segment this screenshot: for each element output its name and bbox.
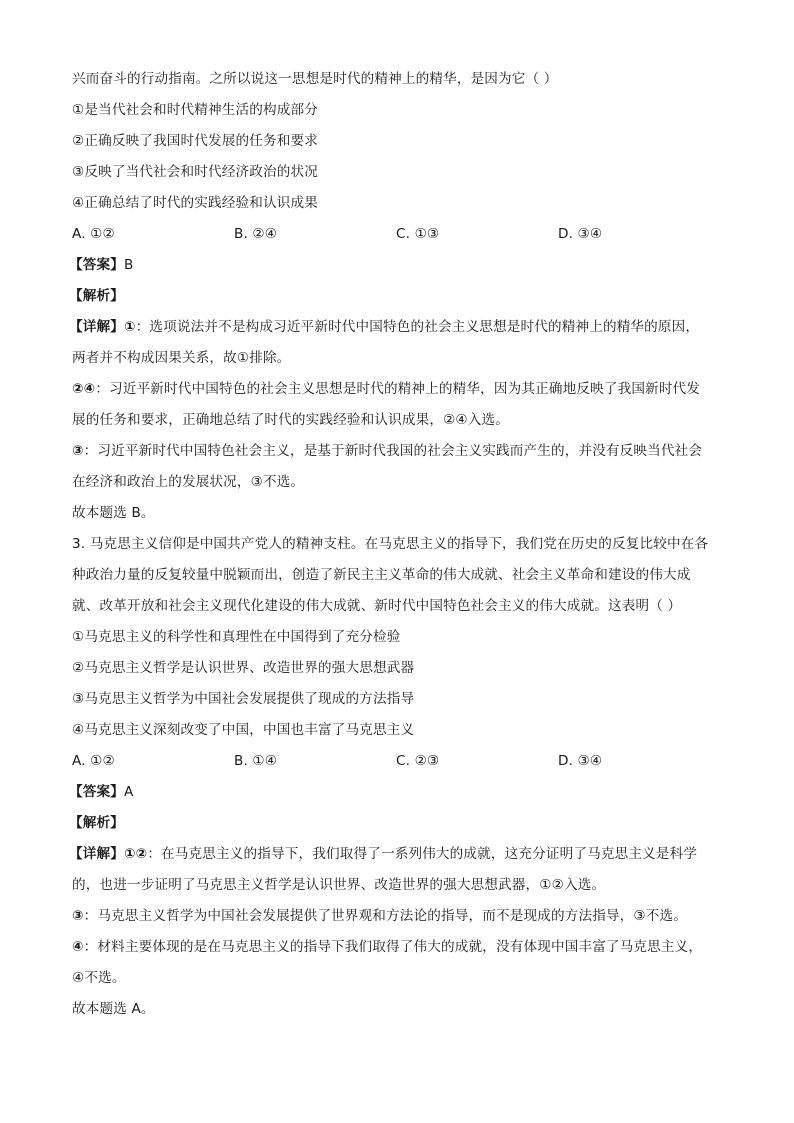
q2-detail-3-text: ：习近平新时代中国特色的社会主义思想是时代的精神上的精华，因为其正确地反映了我国新时代发: [95, 381, 701, 397]
q3-option-b: B. ①④: [234, 753, 278, 769]
q2-detail-1-marker: ①: [123, 319, 136, 335]
q3-stem-line-3: 就、改革开放和社会主义现代化建设的伟大成就、新时代中国特色社会主义的伟大成就。这表明（ ）: [72, 598, 682, 614]
q2-statement-3: ③反映了当代社会和时代经济政治的状况: [72, 164, 318, 180]
q2-answer-label: 【答案】: [69, 257, 124, 273]
q2-detail-line-3: [72, 374, 732, 405]
q2-statement-1: ①是当代社会和时代精神生活的构成部分: [72, 102, 318, 118]
q2-options: [72, 219, 732, 250]
q2-statement-2: ②正确反映了我国时代发展的任务和要求: [72, 133, 318, 149]
document-page: [69, 64, 732, 1025]
q3-answer: [69, 777, 732, 808]
q3-answer-value: A: [123, 784, 134, 800]
q3-detail-3-marker: ③: [72, 908, 84, 924]
q3-detail-line-3: [72, 901, 732, 932]
q3-answer-label: 【答案】: [69, 784, 124, 800]
q2-detail-1-text: ：选项说法并不是构成习近平新时代中国特色的社会主义思想是时代的精神上的精华的原因，: [135, 319, 700, 335]
q2-detail-label: 【详解】: [69, 319, 124, 335]
q2-detail-line-1: [69, 312, 732, 343]
q2-detail-line-6: 在经济和政治上的发展状况，③不选。: [72, 474, 305, 490]
q2-answer-value: B: [123, 257, 134, 273]
q2-answer: [69, 250, 732, 281]
q2-conclusion: 故本题选 B。: [72, 505, 155, 521]
q3-detail-line-2: 的，也进一步证明了马克思主义哲学是认识世界、改造世界的强大思想武器，①②入选。: [72, 877, 606, 893]
q3-detail-label: 【详解】: [69, 846, 124, 862]
q3-analysis-label-text: 【解析】: [69, 815, 124, 831]
q3-detail-1-marker: ①②: [123, 846, 148, 862]
q2-detail-line-5: [72, 436, 732, 467]
q2-stem-tail: 兴而奋斗的行动指南。之所以说这一思想是时代的精神上的精华，是因为它（ ）: [72, 71, 558, 87]
q2-detail-line-4: 展的任务和要求，正确地总结了时代的实践经验和认识成果，②④入选。: [72, 412, 509, 428]
q3-detail-4-marker: ④: [72, 939, 84, 955]
q3-detail-4-text: ：材料主要体现的是在马克思主义的指导下我们取得了伟大的成就，没有体现中国丰富了马克思主义，: [83, 939, 703, 955]
q2-option-c: C. ①③: [396, 226, 440, 242]
q3-detail-line-4: [72, 932, 732, 963]
q3-detail-line-1: [69, 839, 732, 870]
q3-option-d: D. ③④: [558, 753, 603, 769]
q2-option-b: B. ②④: [234, 226, 278, 242]
q3-stem-line-1: 3. 马克思主义信仰是中国共产党人的精神支柱。在马克思主义的指导下，我们党在历史的反复比较中在各: [72, 536, 709, 552]
q2-analysis-label: [69, 281, 732, 312]
q3-analysis-label: [69, 808, 732, 839]
q3-options: [72, 746, 732, 777]
q3-detail-line-5: ④不选。: [72, 970, 126, 986]
q3-option-c: C. ②③: [396, 753, 440, 769]
q2-statement-4: ④正确总结了时代的实践经验和认识成果: [72, 195, 318, 211]
q3-stem-line-2: 种政治力量的反复较量中脱颖而出，创造了新民主主义革命的伟大成就、社会主义革命和建设的伟大成: [72, 567, 691, 583]
q2-detail-5-text: ：习近平新时代中国特色社会主义，是基于新时代我国的社会主义实践而产生的，并没有反映当代社会: [83, 443, 703, 459]
q3-conclusion: 故本题选 A。: [72, 1001, 155, 1017]
q3-detail-3-text: ：马克思主义哲学为中国社会发展提供了世界观和方法论的指导，而不是现成的方法指导，③不选。: [83, 908, 687, 924]
q2-option-d: D. ③④: [558, 226, 603, 242]
q3-option-a: A. ①②: [72, 753, 115, 769]
q3-statement-2: ②马克思主义哲学是认识世界、改造世界的强大思想武器: [72, 660, 415, 676]
q2-analysis-label-text: 【解析】: [69, 288, 124, 304]
q2-detail-line-2: 两者并不构成因果关系，故①排除。: [72, 350, 291, 366]
q3-detail-1-text: ：在马克思主义的指导下，我们取得了一系列伟大的成就，这充分证明了马克思主义是科学: [147, 846, 698, 862]
q3-statement-3: ③马克思主义哲学为中国社会发展提供了现成的方法指导: [72, 691, 415, 707]
q2-detail-3-marker: ②④: [72, 381, 96, 397]
q3-statement-4: ④马克思主义深刻改变了中国，中国也丰富了马克思主义: [72, 722, 415, 738]
q2-detail-5-marker: ③: [72, 443, 84, 459]
q2-option-a: A. ①②: [72, 226, 115, 242]
q3-statement-1: ①马克思主义的科学性和真理性在中国得到了充分检验: [72, 629, 401, 645]
